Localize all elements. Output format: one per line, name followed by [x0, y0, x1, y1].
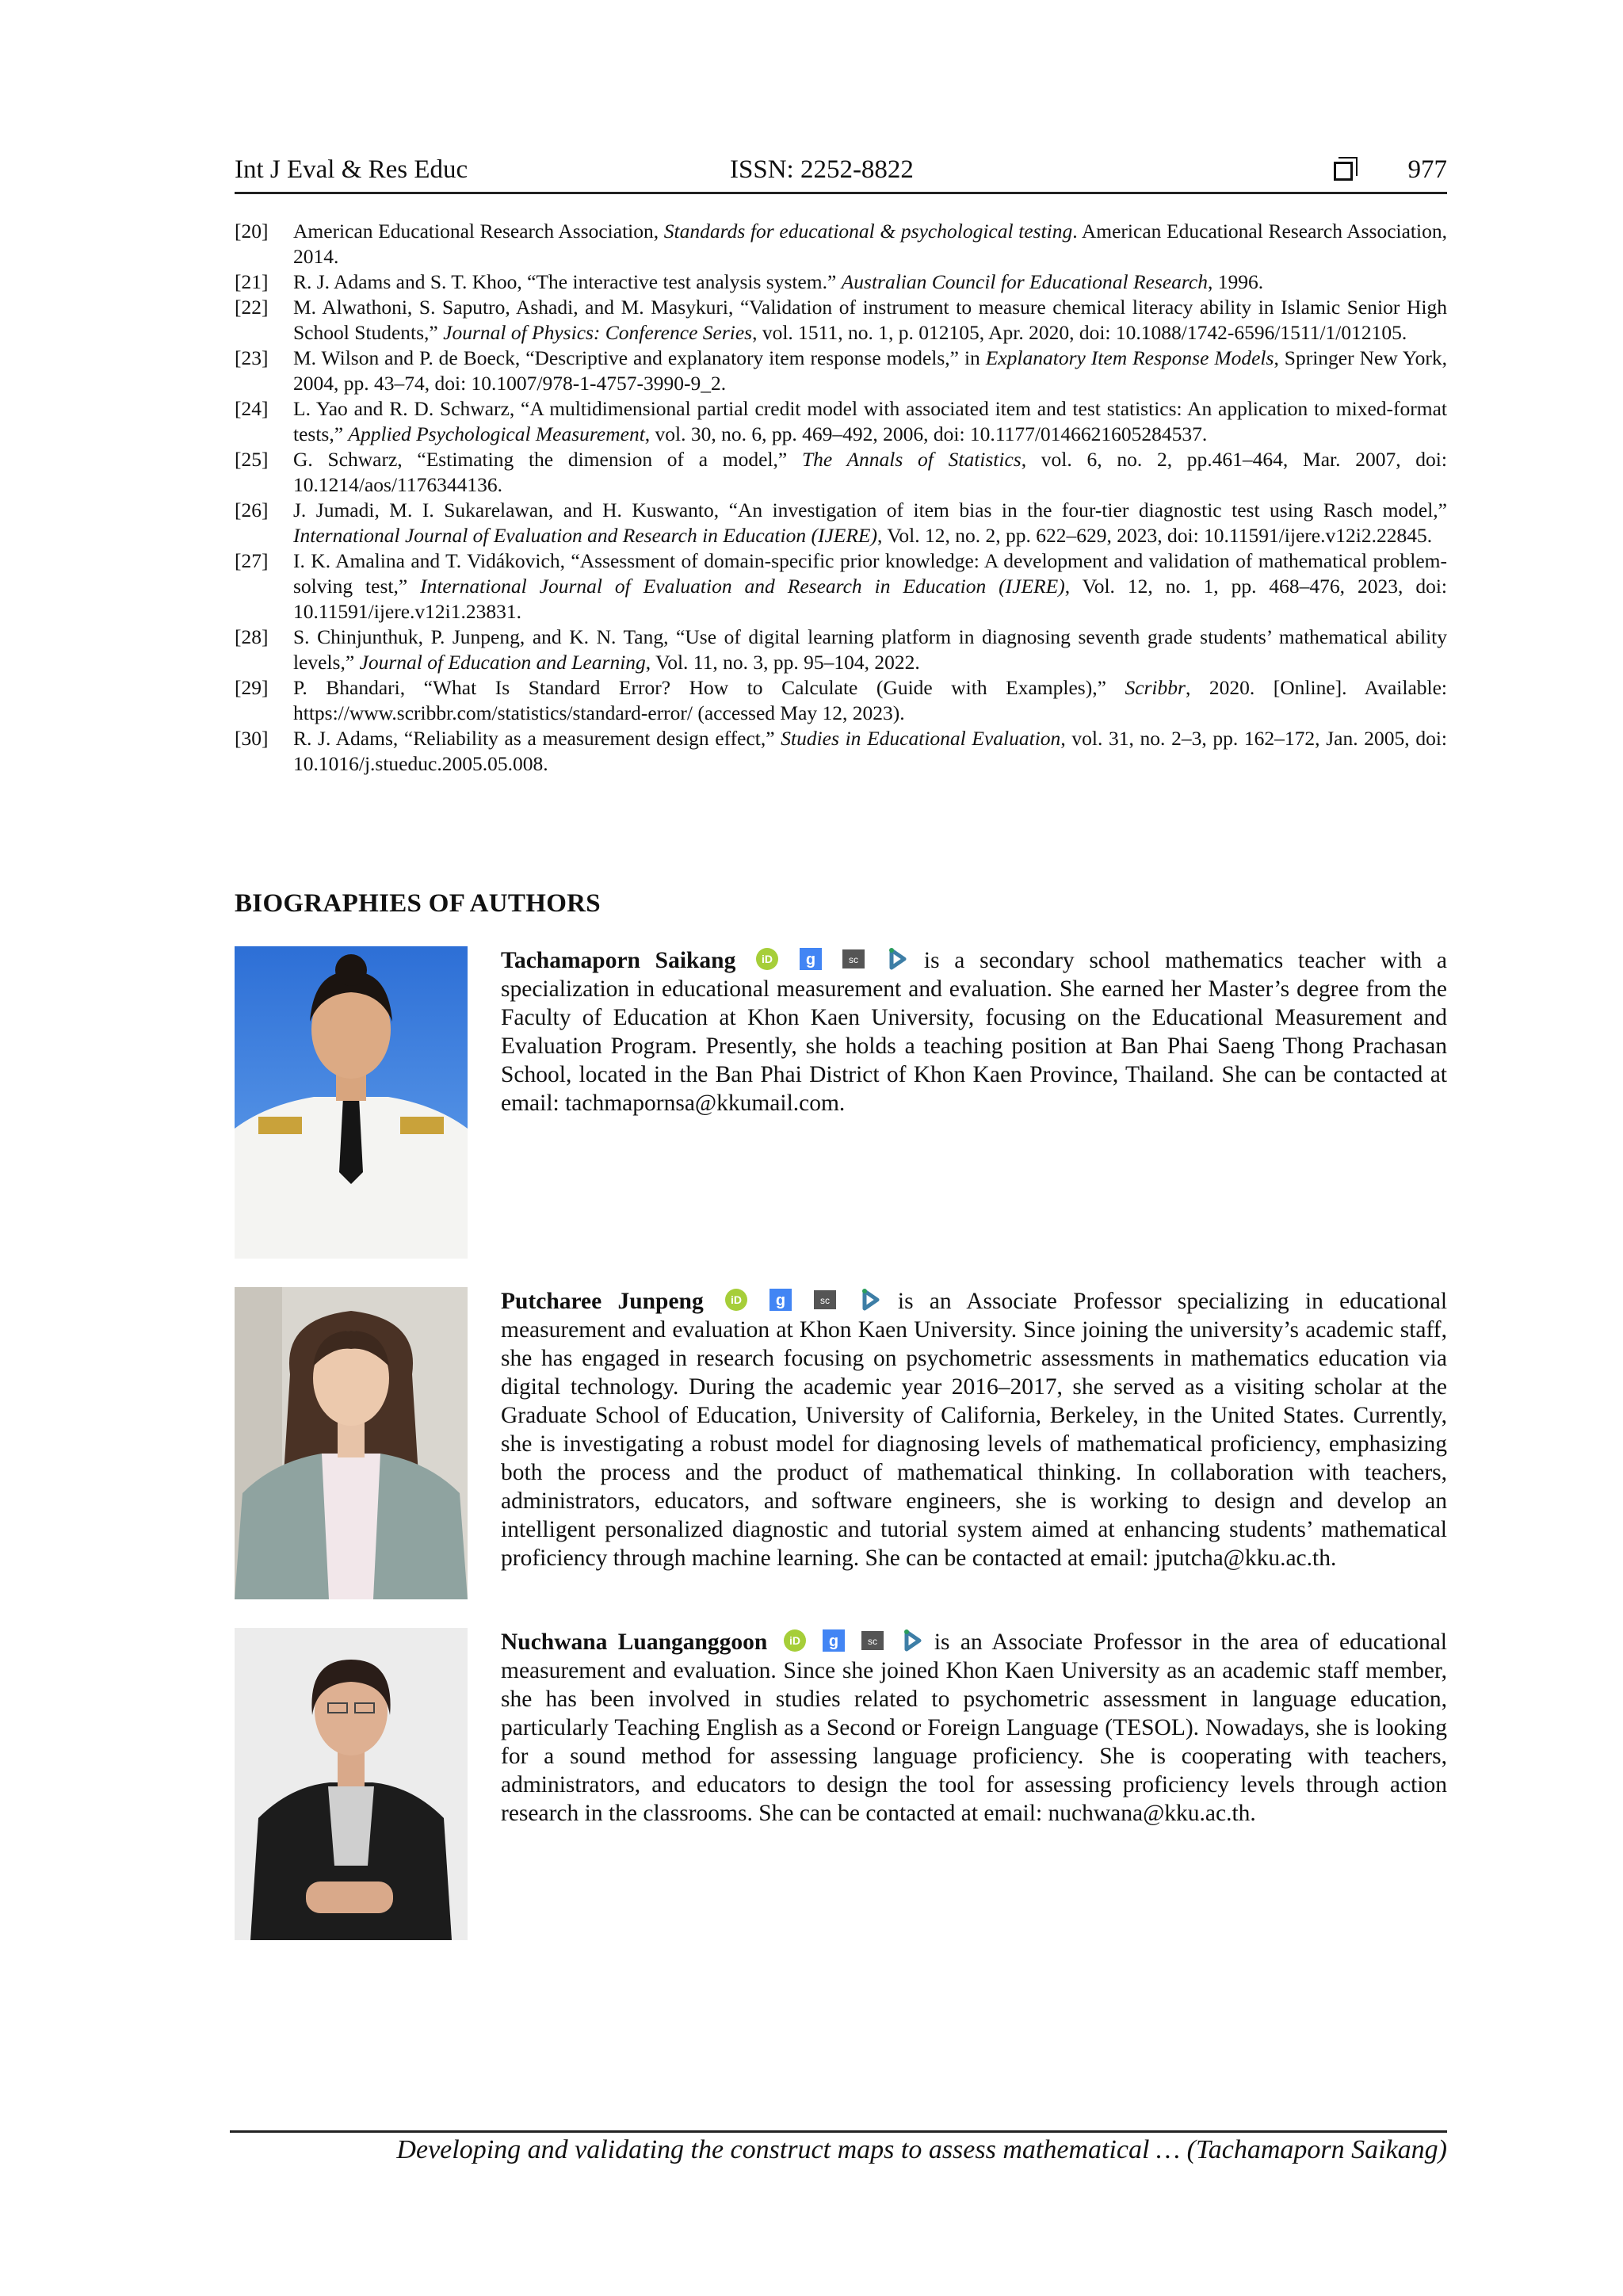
reference-item: [235, 548, 1447, 625]
author-name: Putcharee Junpeng: [501, 1289, 704, 1314]
reference-number: [28]: [235, 625, 269, 648]
reference-text: , Springer New York, 2004, pp. 43–74, doi: 10.1007/978-1-4757-3990-9_2.: [293, 346, 1447, 395]
reference-source: International Journal of Evaluation and Research in Education (IJERE): [293, 524, 877, 547]
reference-number: [29]: [235, 676, 269, 699]
google-scholar-icon[interactable]: [769, 1288, 792, 1312]
footer-rule: [230, 2130, 1447, 2133]
author-name: Nuchwana Luanganggoon: [501, 1629, 768, 1655]
journal-name: Int J Eval & Res Educ: [235, 155, 468, 184]
reference-text: , Vol. 11, no. 3, pp. 95–104, 2022.: [645, 651, 920, 674]
running-footer: Developing and validating the construct maps to assess mathematical … (Tachamaporn Saikang): [396, 2135, 1447, 2164]
author-photo: [235, 1628, 468, 1940]
issn: ISSN: 2252-8822: [730, 155, 914, 184]
reference-text: , vol. 1511, no. 1, p. 012105, Apr. 2020, doi: 10.1088/1742-6596/1511/1/012105.: [752, 321, 1407, 344]
reference-item: [235, 269, 1447, 295]
svg-text:g: g: [805, 951, 815, 968]
reference-text: R. J. Adams and S. T. Khoo, “The interactive test analysis system.”: [293, 270, 842, 293]
reference-source: Journal of Physics: Conference Series: [443, 321, 753, 344]
svg-text:sc: sc: [849, 954, 859, 965]
svg-text:g: g: [828, 1633, 839, 1650]
reference-item: [235, 219, 1447, 269]
bio-body: is a secondary school mathematics teacher with a specialization in educational measurement and evaluation. She earned her Master’s degree from the Faculty of Education at Khon Kaen University, focusing on the Educational Measurement and Evaluation Program. Presently, she holds a teaching position at Ban Phai Saeng Thong Prachasan School, located in the Ban Phai District of Khon Kaen Province, Thailand. She can be contacted at email: tachmapornsa@kkumail.com.: [501, 948, 1448, 1116]
reference-number: [22]: [235, 296, 269, 319]
reference-source: Scribbr: [1125, 676, 1186, 699]
reference-number: [20]: [235, 220, 269, 243]
page-number: 977: [1407, 155, 1447, 184]
bio-text: [501, 946, 1447, 1117]
reference-item: [235, 447, 1447, 498]
author-photo: [235, 1287, 468, 1599]
reference-number: [21]: [235, 270, 269, 293]
reference-text: G. Schwarz, “Estimating the dimension of a model,”: [293, 448, 802, 471]
reference-number: [23]: [235, 346, 269, 369]
reference-text: , Vol. 12, no. 2, pp. 622–629, 2023, doi: 10.11591/ijere.v12i2.22845.: [877, 524, 1433, 547]
google-scholar-icon[interactable]: [799, 947, 823, 971]
bio-body: is an Associate Professor in the area of educational measurement and evaluation. Since she joined Khon Kaen University as an academic staff member, she has been involved in studies related to psychometric assessment in language education, particularly Teaching English as a Second or Foreign Language (TESOL). Nowadays, she is looking for a sound method for assessing language proficiency. She is cooperating with teachers, administrators, and educators to design the tool for assessing proficiency levels through action research in the classrooms. She can be contacted at email: nuchwana@kku.ac.th.: [501, 1629, 1447, 1826]
reference-text: M. Alwathoni, S. Saputro, Ashadi, and M. Masykuri, “Validation of instrument to measure chemical literacy ability in Islamic Senior High School Students,”: [293, 296, 1447, 344]
publons-icon[interactable]: [885, 947, 909, 971]
reference-number: [24]: [235, 397, 269, 420]
reference-number: [30]: [235, 727, 269, 750]
reference-item: [235, 675, 1447, 726]
google-scholar-icon[interactable]: [822, 1629, 846, 1652]
reference-number: [25]: [235, 448, 269, 471]
reference-item: [235, 726, 1447, 777]
bio-text: [501, 1287, 1447, 1572]
author-name: Tachamaporn Saikang: [501, 948, 736, 973]
reference-text: J. Jumadi, M. I. Sukarelawan, and H. Kuswanto, “An investigation of item bias in the four-tier diagnostic test using Rasch model,”: [293, 499, 1447, 521]
publons-icon[interactable]: [900, 1629, 924, 1652]
reference-source: Australian Council for Educational Research: [841, 270, 1208, 293]
reference-text: I. K. Amalina and T. Vidákovich, “Assessment of domain-specific prior knowledge: A development and validation of mathematical problem-solving test,”: [293, 549, 1447, 598]
reference-text: P. Bhandari, “What Is Standard Error? How to Calculate (Guide with Examples),”: [293, 676, 1125, 699]
reference-text: , vol. 30, no. 6, pp. 469–492, 2006, doi: 10.1177/0146621605284537.: [644, 422, 1208, 445]
svg-text:iD: iD: [789, 1634, 800, 1647]
reference-item: [235, 295, 1447, 346]
square-bullet-icon: [1334, 162, 1353, 181]
reference-text: M. Wilson and P. de Boeck, “Descriptive and explanatory item response models,” in: [293, 346, 986, 369]
reference-text: , vol. 6, no. 2, pp.461–464, Mar. 2007, doi: 10.1214/aos/1176344136.: [293, 448, 1447, 496]
reference-item: [235, 625, 1447, 675]
svg-text:sc: sc: [868, 1636, 878, 1647]
reference-text: , vol. 31, no. 2–3, pp. 162–172, Jan. 2005, doi: 10.1016/j.stueduc.2005.05.008.: [293, 727, 1447, 775]
orcid-icon[interactable]: [783, 1629, 807, 1652]
reference-source: Journal of Education and Learning: [359, 651, 646, 674]
scopus-icon[interactable]: [813, 1288, 837, 1312]
reference-text: R. J. Adams, “Reliability as a measurement design effect,”: [293, 727, 781, 750]
reference-text: American Educational Research Association,: [293, 220, 664, 243]
reference-list: [235, 219, 1447, 777]
reference-source: The Annals of Statistics: [801, 448, 1022, 471]
reference-source: Applied Psychological Measurement: [348, 422, 645, 445]
reference-item: [235, 396, 1447, 447]
reference-source: International Journal of Evaluation and Research in Education (IJERE): [420, 575, 1065, 598]
bio-body: is an Associate Professor specializing in educational measurement and evaluation at Khon Kaen University. Since joining the university’s academic staff, she has engaged in research focusing on psychometric assessments in mathematics education via digital technology. During the academic year 2016–2017, she served as a visiting scholar at the Graduate School of Education, University of California, Berkeley, in the United States. Currently, she is investigating a robust model for diagnosing levels of mathematical proficiency, emphasizing both the process and the product of mathematical thinking. In collaboration with teachers, administrators, educators, and software engineers, she is working to design and develop an intelligent personalized diagnostic and tutorial system aimed at enhancing students’ mathematical proficiency through machine learning. She can be contacted at email: jputcha@kku.ac.th.: [501, 1289, 1448, 1571]
orcid-icon[interactable]: [724, 1288, 748, 1312]
svg-text:sc: sc: [820, 1295, 831, 1306]
running-header: [235, 155, 1447, 194]
reference-text: S. Chinjunthuk, P. Junpeng, and K. N. Tang, “Use of digital learning platform in diagnosing seventh grade students’ mathematical ability levels,”: [293, 625, 1447, 674]
author-photo: [235, 946, 468, 1259]
reference-number: [27]: [235, 549, 269, 572]
bio-text: [501, 1628, 1447, 1828]
publons-icon[interactable]: [858, 1288, 882, 1312]
reference-source: Standards for educational & psychological testing: [663, 220, 1073, 243]
reference-number: [26]: [235, 499, 269, 521]
reference-source: Explanatory Item Response Models: [985, 346, 1274, 369]
reference-text: , 2020. [Online]. Available: https://www.scribbr.com/statistics/standard-error/ (accessed May 12, 2023).: [293, 676, 1447, 724]
reference-text: , Vol. 12, no. 1, pp. 468–476, 2023, doi: 10.11591/ijere.v12i1.23831.: [293, 575, 1448, 623]
reference-text: L. Yao and R. D. Schwarz, “A multidimensional partial credit model with associated item and test statistics: An application to mixed-format tests,”: [293, 397, 1447, 445]
svg-text:g: g: [776, 1292, 786, 1309]
reference-item: [235, 498, 1447, 548]
svg-text:iD: iD: [762, 953, 773, 965]
reference-item: [235, 346, 1447, 396]
reference-source: Studies in Educational Evaluation: [781, 727, 1061, 750]
orcid-icon[interactable]: [755, 947, 779, 971]
svg-text:iD: iD: [730, 1293, 742, 1306]
scopus-icon[interactable]: [842, 947, 865, 971]
reference-text: , 1996.: [1207, 270, 1264, 293]
section-heading: BIOGRAPHIES OF AUTHORS: [235, 889, 601, 918]
reference-text: . American Educational Research Association, 2014.: [293, 220, 1447, 268]
scopus-icon[interactable]: [861, 1629, 884, 1652]
